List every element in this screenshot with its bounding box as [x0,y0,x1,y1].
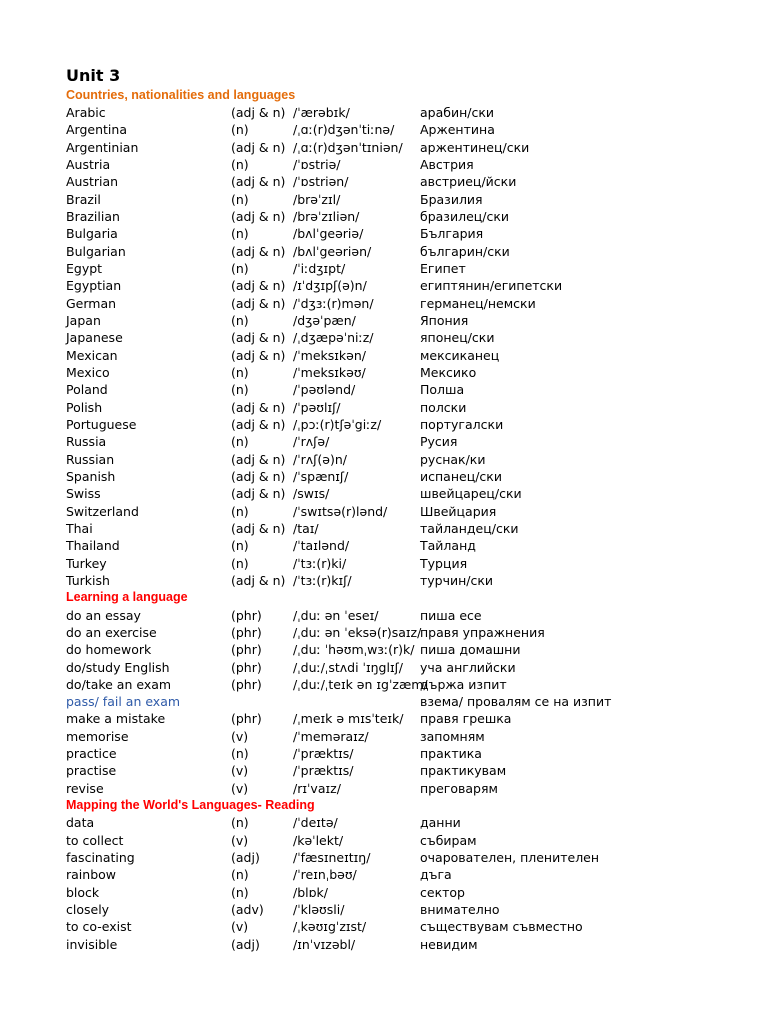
vocab-word: fascinating [66,850,135,866]
translation: Бразилия [420,191,483,207]
translation: Швейцария [420,503,497,519]
vocab-word: Thai [66,520,93,536]
vocab-row [66,329,746,346]
section-heading-countries: Countries, nationalities and languages [66,88,296,102]
vocab-word: Polish [66,399,103,415]
vocab-word: Bulgarian [66,243,126,259]
translation: тайландец/ски [420,520,519,536]
part-of-speech: (phr) [231,642,262,658]
vocab-row [66,884,746,901]
unit-title: Unit 3 [66,66,121,85]
vocab-word: practise [66,763,117,779]
vocab-word: German [66,295,117,311]
vocab-row [66,191,746,208]
vocab-word: Austrian [66,174,119,190]
part-of-speech: (phr) [231,607,262,623]
vocab-row [66,260,746,277]
vocab-word: do homework [66,642,152,658]
part-of-speech: (n) [231,156,249,172]
vocab-word: Portuguese [66,416,137,432]
vocab-row [66,485,746,502]
translation: австриец/йски [420,174,517,190]
ipa-transcription: /ˈspænɪʃ/ [293,468,349,484]
translation: запомням [420,728,485,744]
translation: внимателно [420,902,500,918]
vocab-word: Spanish [66,468,116,484]
ipa-transcription: /brəˈzɪliən/ [293,208,360,224]
part-of-speech: (v) [231,780,249,796]
translation: Япония [420,312,469,328]
vocab-word: practice [66,746,117,762]
vocab-row [66,173,746,190]
ipa-transcription: /kəˈlekt/ [293,832,344,848]
vocab-word: Austria [66,156,111,172]
part-of-speech: (n) [231,555,249,571]
vocab-word: pass/ fail an exam [66,694,181,710]
ipa-transcription: /ˈærəbɪk/ [293,105,350,120]
vocab-row [66,225,746,242]
vocab-word: Turkish [66,572,110,588]
part-of-speech: (n) [231,867,249,883]
translation: руснак/ки [420,451,486,467]
vocab-word: Japan [66,312,101,328]
ipa-transcription: /ˈreɪnˌbəʊ/ [293,867,357,883]
vocab-row [66,936,746,953]
ipa-transcription: /ˌduː ən ˈeksə(r)saɪz/ [293,624,422,640]
translation: Египет [420,260,466,276]
vocab-row [66,364,746,381]
vocab-row [66,832,746,849]
part-of-speech: (n) [231,538,249,554]
part-of-speech: (v) [231,763,249,779]
ipa-transcription: /ˈmeməraɪz/ [293,728,369,744]
part-of-speech: (adj & n) [231,330,286,346]
section-heading: Mapping the World's Languages- Reading [66,798,315,813]
ipa-transcription: /swɪs/ [293,486,330,502]
translation: бразилец/ски [420,208,510,224]
translation: японец/ски [420,330,495,346]
translation: Мексико [420,364,477,380]
vocab-row [66,607,746,624]
ipa-transcription: /ˌpɔː(r)tʃəˈgiːz/ [293,416,382,432]
ipa-transcription: /ˌduː/ˌteɪk ən ɪgˈzæm/ [293,676,428,692]
ipa-transcription: /bʌlˈgeəriə/ [293,226,364,242]
part-of-speech: (adj & n) [231,105,286,120]
part-of-speech: (adj & n) [231,416,286,432]
vocab-word: revise [66,780,104,796]
translation: Русия [420,434,458,450]
vocab-word: Egyptian [66,278,122,294]
part-of-speech: (adj & n) [231,451,286,467]
translation: практика [420,746,482,762]
part-of-speech: (n) [231,260,249,276]
ipa-transcription: /dʒəˈpæn/ [293,312,356,328]
ipa-transcription: /ˈfæsɪneɪtɪŋ/ [293,850,371,866]
vocab-word: do/study English [66,659,170,675]
vocab-row [66,381,746,398]
vocab-row [66,121,746,138]
ipa-transcription: /ˈpræktɪs/ [293,763,354,779]
part-of-speech: (adj & n) [231,174,286,190]
ipa-transcription: /ˈmeksɪkən/ [293,347,366,363]
ipa-transcription: /ˌduː ən ˈeseɪ/ [293,607,379,623]
vocab-row [66,208,746,225]
ipa-transcription: /ˈɒstriən/ [293,174,349,190]
part-of-speech: (n) [231,503,249,519]
part-of-speech: (n) [231,382,249,398]
translation: швейцарец/ски [420,486,522,502]
vocab-row [66,399,746,416]
vocab-row [66,918,746,935]
vocab-row [66,745,746,762]
part-of-speech: (adj & n) [231,243,286,259]
section-heading: Learning a language [66,590,188,605]
translation: мексиканец [420,347,500,363]
vocab-word: Switzerland [66,503,139,519]
vocab-word: invisible [66,936,118,952]
vocab-row [66,468,746,485]
ipa-transcription: /ˈtaɪlənd/ [293,538,350,554]
ipa-transcription: /ˈtɜː(r)kɪʃ/ [293,572,352,588]
ipa-transcription: /ˈdeɪtə/ [293,815,338,831]
part-of-speech: (adj & n) [231,486,286,502]
ipa-transcription: /ˈswɪtsə(r)lənd/ [293,503,388,519]
ipa-transcription: /ˈiːdʒɪpt/ [293,260,346,276]
ipa-transcription: /ˌdʒæpəˈniːz/ [293,330,374,346]
translation: държа изпит [420,676,507,692]
ipa-transcription: /ˈmeksɪkəʊ/ [293,364,366,380]
translation: полски [420,399,467,415]
part-of-speech: (n) [231,191,249,207]
vocab-word: Brazil [66,191,101,207]
ipa-transcription: /ˌmeɪk ə mɪsˈteɪk/ [293,711,404,727]
vocab-word: Poland [66,382,108,398]
vocab-row [66,139,746,156]
translation: Австрия [420,156,474,172]
vocab-row [66,849,746,866]
vocab-word: Egypt [66,260,103,276]
ipa-transcription: /bʌlˈgeəriən/ [293,243,372,259]
translation: преговарям [420,780,498,796]
vocab-row [66,710,746,727]
translation: турчин/ски [420,572,494,588]
part-of-speech: (n) [231,434,249,450]
vocab-word: to co-exist [66,919,132,935]
vocab-word: Argentina [66,122,127,138]
part-of-speech: (adj & n) [231,347,286,363]
vocab-row [66,156,746,173]
translation: испанец/ски [420,468,502,484]
translation: правя грешка [420,711,512,727]
ipa-transcription: /ɪˈdʒɪpʃ(ə)n/ [293,278,367,294]
translation: германец/немски [420,295,536,311]
part-of-speech: (n) [231,746,249,762]
ipa-transcription: /ˈrʌʃə/ [293,434,330,450]
ipa-transcription: /blɒk/ [293,884,329,900]
part-of-speech: (adj) [231,936,260,952]
part-of-speech: (phr) [231,676,262,692]
vocab-row [66,295,746,312]
translation: арабин/ски [420,105,495,120]
vocab-word: Thailand [66,538,120,554]
translation: уча английски [420,659,516,675]
part-of-speech: (phr) [231,659,262,675]
ipa-transcription: /ˈpəʊlənd/ [293,382,356,398]
ipa-transcription: /ˌɑː(r)dʒənˈtɪniən/ [293,139,403,155]
vocab-row [66,520,746,537]
vocab-row [66,659,746,676]
translation: сектор [420,884,465,900]
vocab-word: Mexican [66,347,118,363]
translation: взема/ провалям се на изпит [420,694,612,710]
part-of-speech: (n) [231,884,249,900]
part-of-speech: (adj & n) [231,295,286,311]
part-of-speech: (n) [231,312,249,328]
translation: правя упражнения [420,624,545,640]
vocab-row [66,104,746,121]
translation: българин/ски [420,243,510,259]
vocab-row [66,416,746,433]
vocab-word: do/take an exam [66,676,172,692]
ipa-transcription: /ˈrʌʃ(ə)n/ [293,451,347,467]
translation: португалски [420,416,504,432]
ipa-transcription: /ˌduː ˈhəʊmˌwɜː(r)k/ [293,642,415,658]
vocab-row [66,624,746,641]
vocab-row [66,433,746,450]
translation: очарователен, пленителен [420,850,600,866]
ipa-transcription: /ˈkləʊsli/ [293,902,345,918]
vocab-row [66,814,746,831]
vocabulary-list [66,104,746,953]
part-of-speech: (n) [231,226,249,242]
ipa-transcription: /ˈdʒɜː(r)mən/ [293,295,374,311]
vocab-word: Turkey [66,555,107,571]
part-of-speech: (adj & n) [231,520,286,536]
vocab-word: Arabic [66,105,106,120]
ipa-transcription: /ˈpəʊlɪʃ/ [293,399,341,415]
translation: България [420,226,484,242]
translation: събирам [420,832,477,848]
ipa-transcription: /ˌduː/ˌstʌdi ˈɪŋglɪʃ/ [293,659,404,675]
vocab-word: Swiss [66,486,101,502]
vocab-row [66,347,746,364]
translation: данни [420,815,461,831]
vocab-word: rainbow [66,867,116,883]
part-of-speech: (adj & n) [231,572,286,588]
vocab-row [66,503,746,520]
vocab-row [66,728,746,745]
part-of-speech: (adj & n) [231,468,286,484]
vocab-word: make a mistake [66,711,166,727]
part-of-speech: (n) [231,122,249,138]
part-of-speech: (adj) [231,850,260,866]
ipa-transcription: /ˈpræktɪs/ [293,746,354,762]
vocab-word: Russia [66,434,107,450]
vocab-word: do an essay [66,607,141,623]
vocab-row [66,537,746,554]
translation: Тайланд [420,538,476,554]
translation: невидим [420,936,478,952]
vocab-word: do an exercise [66,624,157,640]
ipa-transcription: /ˌɑː(r)dʒənˈtiːnə/ [293,122,395,138]
vocab-word: data [66,815,95,831]
part-of-speech: (adj & n) [231,208,286,224]
translation: практикувам [420,763,507,779]
part-of-speech: (phr) [231,711,262,727]
ipa-transcription: /rɪˈvaɪz/ [293,780,341,796]
vocab-row [66,641,746,658]
part-of-speech: (adj & n) [231,399,286,415]
vocab-word: memorise [66,728,129,744]
vocab-word: block [66,884,100,900]
part-of-speech: (adj & n) [231,278,286,294]
translation: Турция [420,555,468,571]
vocab-row [66,693,746,710]
part-of-speech: (n) [231,815,249,831]
vocab-word: Mexico [66,364,110,380]
ipa-transcription: /ˈtɜː(r)ki/ [293,555,347,571]
vocab-word: closely [66,902,110,918]
part-of-speech: (adj & n) [231,139,286,155]
vocab-word: Japanese [66,330,123,346]
translation: Полша [420,382,465,398]
translation: пиша есе [420,607,482,623]
vocab-word: Brazilian [66,208,120,224]
vocab-row [66,572,746,589]
part-of-speech: (v) [231,832,249,848]
vocab-row [66,555,746,572]
ipa-transcription: /ɪnˈvɪzəbl/ [293,936,356,952]
vocab-word: Argentinian [66,139,139,155]
translation: дъга [420,867,452,883]
vocab-row [66,676,746,693]
part-of-speech: (adv) [231,902,264,918]
vocab-row [66,866,746,883]
vocab-word: Russian [66,451,115,467]
translation: Аржентина [420,122,495,138]
vocab-row [66,762,746,779]
part-of-speech: (n) [231,364,249,380]
ipa-transcription: /taɪ/ [293,520,319,536]
part-of-speech: (v) [231,728,249,744]
vocab-row [66,277,746,294]
translation: египтянин/египетски [420,278,563,294]
translation: пиша домашни [420,642,521,658]
part-of-speech: (v) [231,919,249,935]
ipa-transcription: /ˌkəʊɪgˈzɪst/ [293,919,367,935]
part-of-speech: (phr) [231,624,262,640]
vocab-word: Bulgaria [66,226,118,242]
vocab-row [66,243,746,260]
vocab-word: to collect [66,832,124,848]
vocab-row [66,780,746,797]
translation: съществувам съвместно [420,919,583,935]
ipa-transcription: /brəˈzɪl/ [293,191,341,207]
vocab-row [66,901,746,918]
translation: аржентинец/ски [420,139,530,155]
ipa-transcription: /ˈɒstriə/ [293,156,341,172]
vocab-row [66,451,746,468]
vocab-row [66,312,746,329]
